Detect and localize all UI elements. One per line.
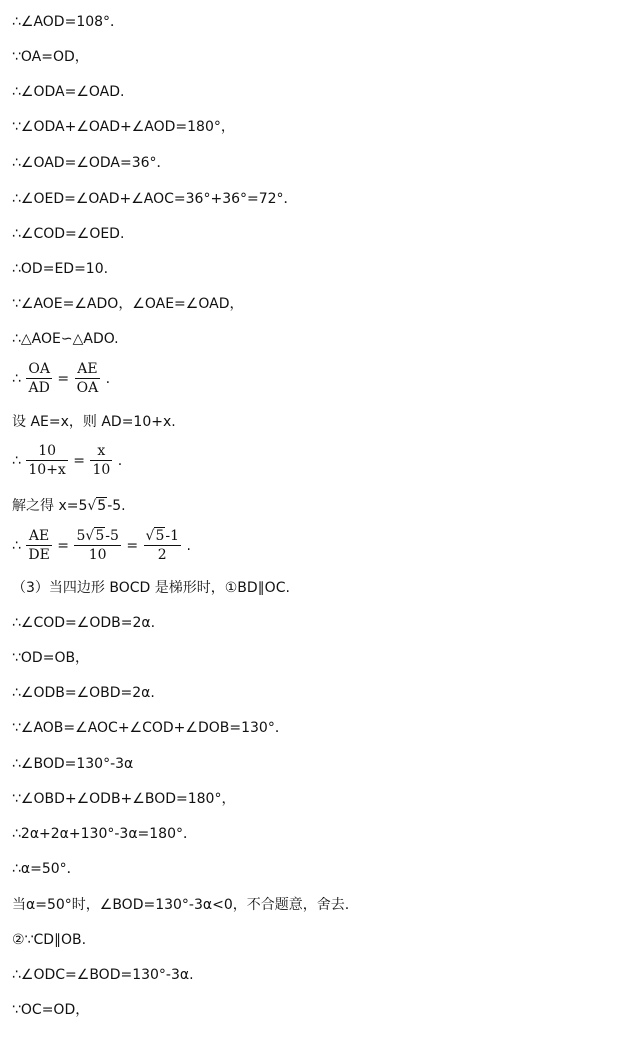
numerator: 10: [26, 442, 67, 461]
fraction: [26, 360, 52, 397]
proof-line: ∵OC=OD，: [12, 1002, 90, 1018]
therefore-symbol: ∴: [12, 452, 21, 469]
proof-line: ∴∠AOD=108°．: [12, 14, 125, 30]
proof-line: ∴∠COD=∠OED.: [12, 226, 125, 242]
denominator: AD: [28, 380, 50, 396]
square-root: [146, 527, 166, 545]
solution-line: [12, 496, 126, 516]
proof-line: ②∵CD∥OB.: [12, 932, 87, 948]
denominator: DE: [28, 547, 50, 563]
denominator: 10: [88, 547, 107, 563]
proof-line: ∴∠BOD=130°-3α: [12, 756, 134, 772]
ratio-equation-1: [12, 360, 110, 404]
equals-sign: =: [57, 370, 70, 387]
radicand: 5: [97, 498, 107, 514]
proof-line: ∴∠ODA=∠OAD.: [12, 84, 125, 100]
proof-line: ∴∠COD=∠ODB=2α.: [12, 615, 156, 631]
fraction: [26, 527, 51, 564]
solution-suffix: -5.: [107, 498, 126, 514]
fraction: [75, 360, 101, 397]
proof-line: ∴2α+2α+130°-3α=180°．: [12, 826, 198, 842]
proof-line: ∵∠AOB=∠AOC+∠COD+∠DOB=130°．: [12, 720, 289, 736]
period: .: [117, 452, 123, 469]
proof-line: ∴∠OAD=∠ODA=36°．: [12, 155, 171, 171]
radical-sign-icon: √: [87, 498, 97, 514]
proof-line: ∴∠ODC=∠BOD=130°-3α.: [12, 967, 194, 983]
proof-line: ∵∠OBD+∠ODB+∠BOD=180°，: [12, 791, 236, 807]
equals-sign: =: [126, 537, 139, 554]
proof-line: ∴△AOE∽△ADO.: [12, 331, 119, 347]
numerator-term: -5: [105, 528, 119, 544]
proof-line: ∵OD=OB，: [12, 650, 90, 666]
radical-sign-icon: √: [145, 528, 155, 544]
period: .: [186, 537, 191, 554]
therefore-symbol: ∴: [12, 370, 21, 387]
proof-line: ∵∠AOE=∠ADO，∠OAE=∠OAD，: [12, 296, 244, 312]
ratio-equation-3: [12, 527, 191, 571]
numerator: [74, 527, 120, 546]
therefore-symbol: ∴: [12, 537, 21, 554]
proof-line: ∴∠OED=∠OAD+∠AOC=36°+36°=72°．: [12, 191, 298, 207]
proof-line: ∵OA=OD，: [12, 49, 89, 65]
denominator: 2: [157, 547, 167, 563]
denominator: 10+x: [28, 462, 66, 478]
radical-sign-icon: √: [85, 528, 95, 544]
fraction: [26, 442, 67, 479]
numerator: AE: [26, 527, 51, 546]
solution-prefix: 解之得 x=5: [12, 498, 88, 514]
proof-line: ∵∠ODA+∠OAD+∠AOD=180°，: [12, 119, 235, 135]
fraction: [90, 442, 112, 479]
equals-sign: =: [73, 452, 86, 469]
section-heading: （3）当四边形 BOCD 是梯形时，①BD∥OC.: [12, 580, 290, 596]
proof-line: 当α=50°时，∠BOD=130°-3α<0，不合题意，舍去.: [12, 897, 350, 913]
fraction: [144, 527, 181, 564]
numerator-term: -1: [165, 528, 179, 544]
numerator: AE: [75, 360, 101, 379]
radicand: 5: [95, 528, 105, 544]
ratio-equation-2: [12, 442, 122, 486]
square-root: [87, 496, 107, 516]
fraction: [74, 527, 120, 564]
numerator-coefficient: 5: [76, 528, 86, 544]
equals-sign: =: [57, 537, 70, 554]
numerator: OA: [28, 361, 50, 377]
proof-line: 设 AE=x，则 AD=10+x.: [12, 414, 176, 430]
proof-line: ∴OD=ED=10.: [12, 261, 109, 277]
denominator: 10: [92, 462, 111, 478]
radicand: 5: [155, 528, 165, 544]
proof-line: ∴∠ODB=∠OBD=2α.: [12, 685, 155, 701]
numerator: [144, 527, 181, 546]
numerator: x: [90, 442, 112, 461]
square-root: [85, 527, 105, 545]
denominator: OA: [76, 380, 99, 396]
period: .: [105, 370, 111, 387]
proof-line: ∴α=50°．: [12, 861, 81, 877]
